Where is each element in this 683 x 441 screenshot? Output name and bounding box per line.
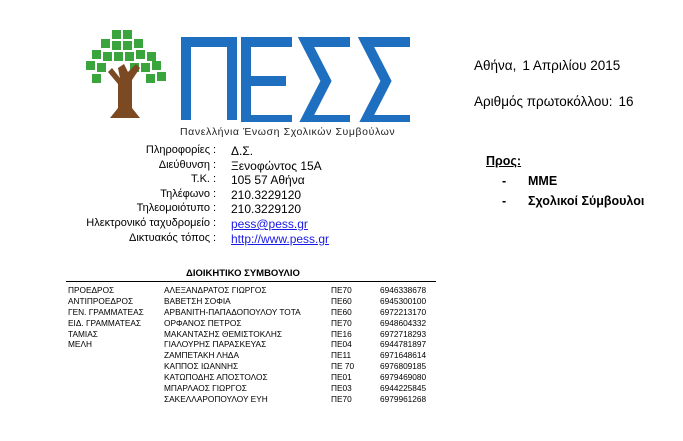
board-name: ΓΙΑΛΟΥΡΗΣ ΠΑΡΑΣΚΕΥΑΣ [164,339,267,350]
board-name: ΑΛΕΞΑΝΔΡΑΤΟΣ ΓΙΩΡΓΟΣ [164,285,267,295]
contact-separator: : [213,202,217,215]
board-specialty: ΠΕ03 [331,383,352,394]
board-table [68,285,468,405]
table-row [68,339,468,350]
board-name: ΜΑΚΑΝΤΑΣΗΣ ΘΕΜΙΣΤΟΚΛΗΣ [164,328,282,339]
board-phone: 6948604332 [380,317,427,328]
contact-separator: : [213,187,217,200]
board-name: ΖΑΜΠΕΤΑΚΗ ΛΗΔΑ [164,350,240,361]
board-name: ΚΑΤΩΠΟΔΗΣ ΑΠΟΣΤΟΛΟΣ [164,372,268,383]
recipient-label: Σχολικοί Σύμβουλοι [528,194,645,208]
table-row [68,372,468,383]
contact-row-email [40,217,370,232]
contact-label: Τ.Κ. [191,173,210,186]
letter-sigma-2 [366,42,410,120]
board-specialty: ΠΕ60 [331,306,352,317]
letter-epsilon [246,42,292,120]
board-phone: 6944781897 [380,339,427,350]
board-phone: 6946338678 [380,285,427,295]
contact-label: Πληροφορίες [145,144,210,156]
contact-row-info [40,144,370,159]
board-phone: 6979469080 [380,372,427,383]
board-name: ΟΡΦΑΝΟΣ ΠΕΤΡΟΣ [164,317,242,328]
logo-letters [180,36,420,122]
recipient-label: ΜΜΕ [528,174,558,188]
contact-value: Δ.Σ. [231,144,254,158]
email-link[interactable]: pess@pess.gr [231,216,308,231]
board-specialty: ΠΕ70 [331,285,352,295]
contact-row-fax [40,202,370,217]
contact-separator: : [213,216,217,229]
recipient-item [486,194,644,214]
recipient-item [486,174,644,194]
contact-row-address [40,159,370,174]
date-place: Αθήνα, [474,58,517,73]
board-phone: 6971648614 [380,350,427,361]
board-specialty: ΠΕ70 [331,317,352,328]
board-specialty: ΠΕ 70 [331,361,355,372]
board-name: ΒΑΒΕΤΣΗ ΣΟΦΙΑ [164,295,231,306]
table-row [68,350,468,361]
contact-value: Ξενοφώντος 15Α [231,158,322,173]
bullet-dash: - [502,194,507,208]
contact-label: Δικτυακός τόπος [128,231,210,244]
date-line [474,58,620,73]
logo-tagline: Πανελλήνια Ένωση Σχολικών Συμβούλων [180,126,396,138]
board-phone: 6979961268 [380,393,427,404]
table-row [68,318,468,329]
board-name: ΜΠΑΡΛΑΟΣ ΓΙΩΡΓΟΣ [164,383,247,394]
contact-label: Τηλέφωνο [160,187,210,200]
board-divider [66,281,436,282]
table-row [68,383,468,394]
letter-sigma-1 [306,42,350,120]
board-specialty: ΠΕ60 [331,295,352,306]
contact-label: Τηλεομοιότυπο [136,202,210,215]
date-value: 1 Απριλίου 2015 [522,58,621,73]
board-role: ΤΑΜΙΑΣ [68,328,98,339]
board-phone: 6976809185 [380,361,427,372]
table-row [68,307,468,318]
board-specialty: ΠΕ11 [331,350,352,361]
board-role: ΑΝΤΙΠΡΟΕΔΡΟΣ [68,295,134,306]
board-specialty: ΠΕ04 [331,339,352,350]
contact-info [40,144,370,246]
logo-tree-icon [82,28,172,123]
board-role: ΠΡΟΕΔΡΟΣ [68,285,115,295]
recipients-block [486,154,644,214]
contact-separator: : [213,173,217,186]
protocol-label: Αριθμός πρωτοκόλλου: [474,94,613,109]
contact-label: Διεύθυνση [158,158,210,171]
contact-row-phone [40,188,370,203]
contact-separator: : [213,144,217,156]
board-name: ΣΑΚΕΛΛΑΡΟΠΟΥΛΟΥ ΕΥΗ [164,393,268,404]
board-name: ΚΑΠΠΟΣ ΙΩΑΝΝΗΣ [164,361,239,372]
board-phone: 6945300100 [380,295,427,306]
contact-separator: : [213,158,217,171]
letter-pi [186,42,232,120]
tree-trunk [108,64,140,118]
protocol-line [474,94,634,109]
table-row [68,394,468,405]
recipients-heading: Προς: [486,154,522,168]
board-specialty: ΠΕ16 [331,328,352,339]
board-role: ΕΙΔ. ΓΡΑΜΜΑΤΕΑΣ [68,317,142,328]
contact-row-postcode [40,173,370,188]
contact-separator: : [213,231,217,244]
table-row [68,361,468,372]
board-phone: 6972718293 [380,328,427,339]
contact-value: 105 57 Αθήνα [231,173,305,188]
board-phone: 6944225845 [380,383,427,394]
board-role: ΓΕΝ. ΓΡΑΜΜΑΤΕΑΣ [68,306,144,317]
board-specialty: ΠΕ01 [331,372,352,383]
board-role: ΜΕΛΗ [68,339,92,350]
board-title: ΔΙΟΙΚΗΤΙΚΟ ΣΥΜΒΟΥΛΙΟ [186,268,300,279]
table-row [68,329,468,340]
website-link[interactable]: http://www.pess.gr [231,231,330,246]
protocol-number: 16 [618,94,634,109]
contact-value: 210.3229120 [231,202,302,217]
contact-label: Ηλεκτρονικό ταχυδρομείο [86,216,210,229]
board-phone: 6972213170 [380,306,427,317]
board-name: ΑΡΒΑΝΙΤΗ-ΠΑΠΑΔΟΠΟΥΛΟΥ ΤΟΤΑ [164,306,301,317]
table-row [68,296,468,307]
contact-value: 210.3229120 [231,187,302,202]
board-specialty: ΠΕ70 [331,393,352,404]
contact-row-website [40,232,370,247]
table-row [68,285,468,296]
bullet-dash: - [502,174,507,188]
